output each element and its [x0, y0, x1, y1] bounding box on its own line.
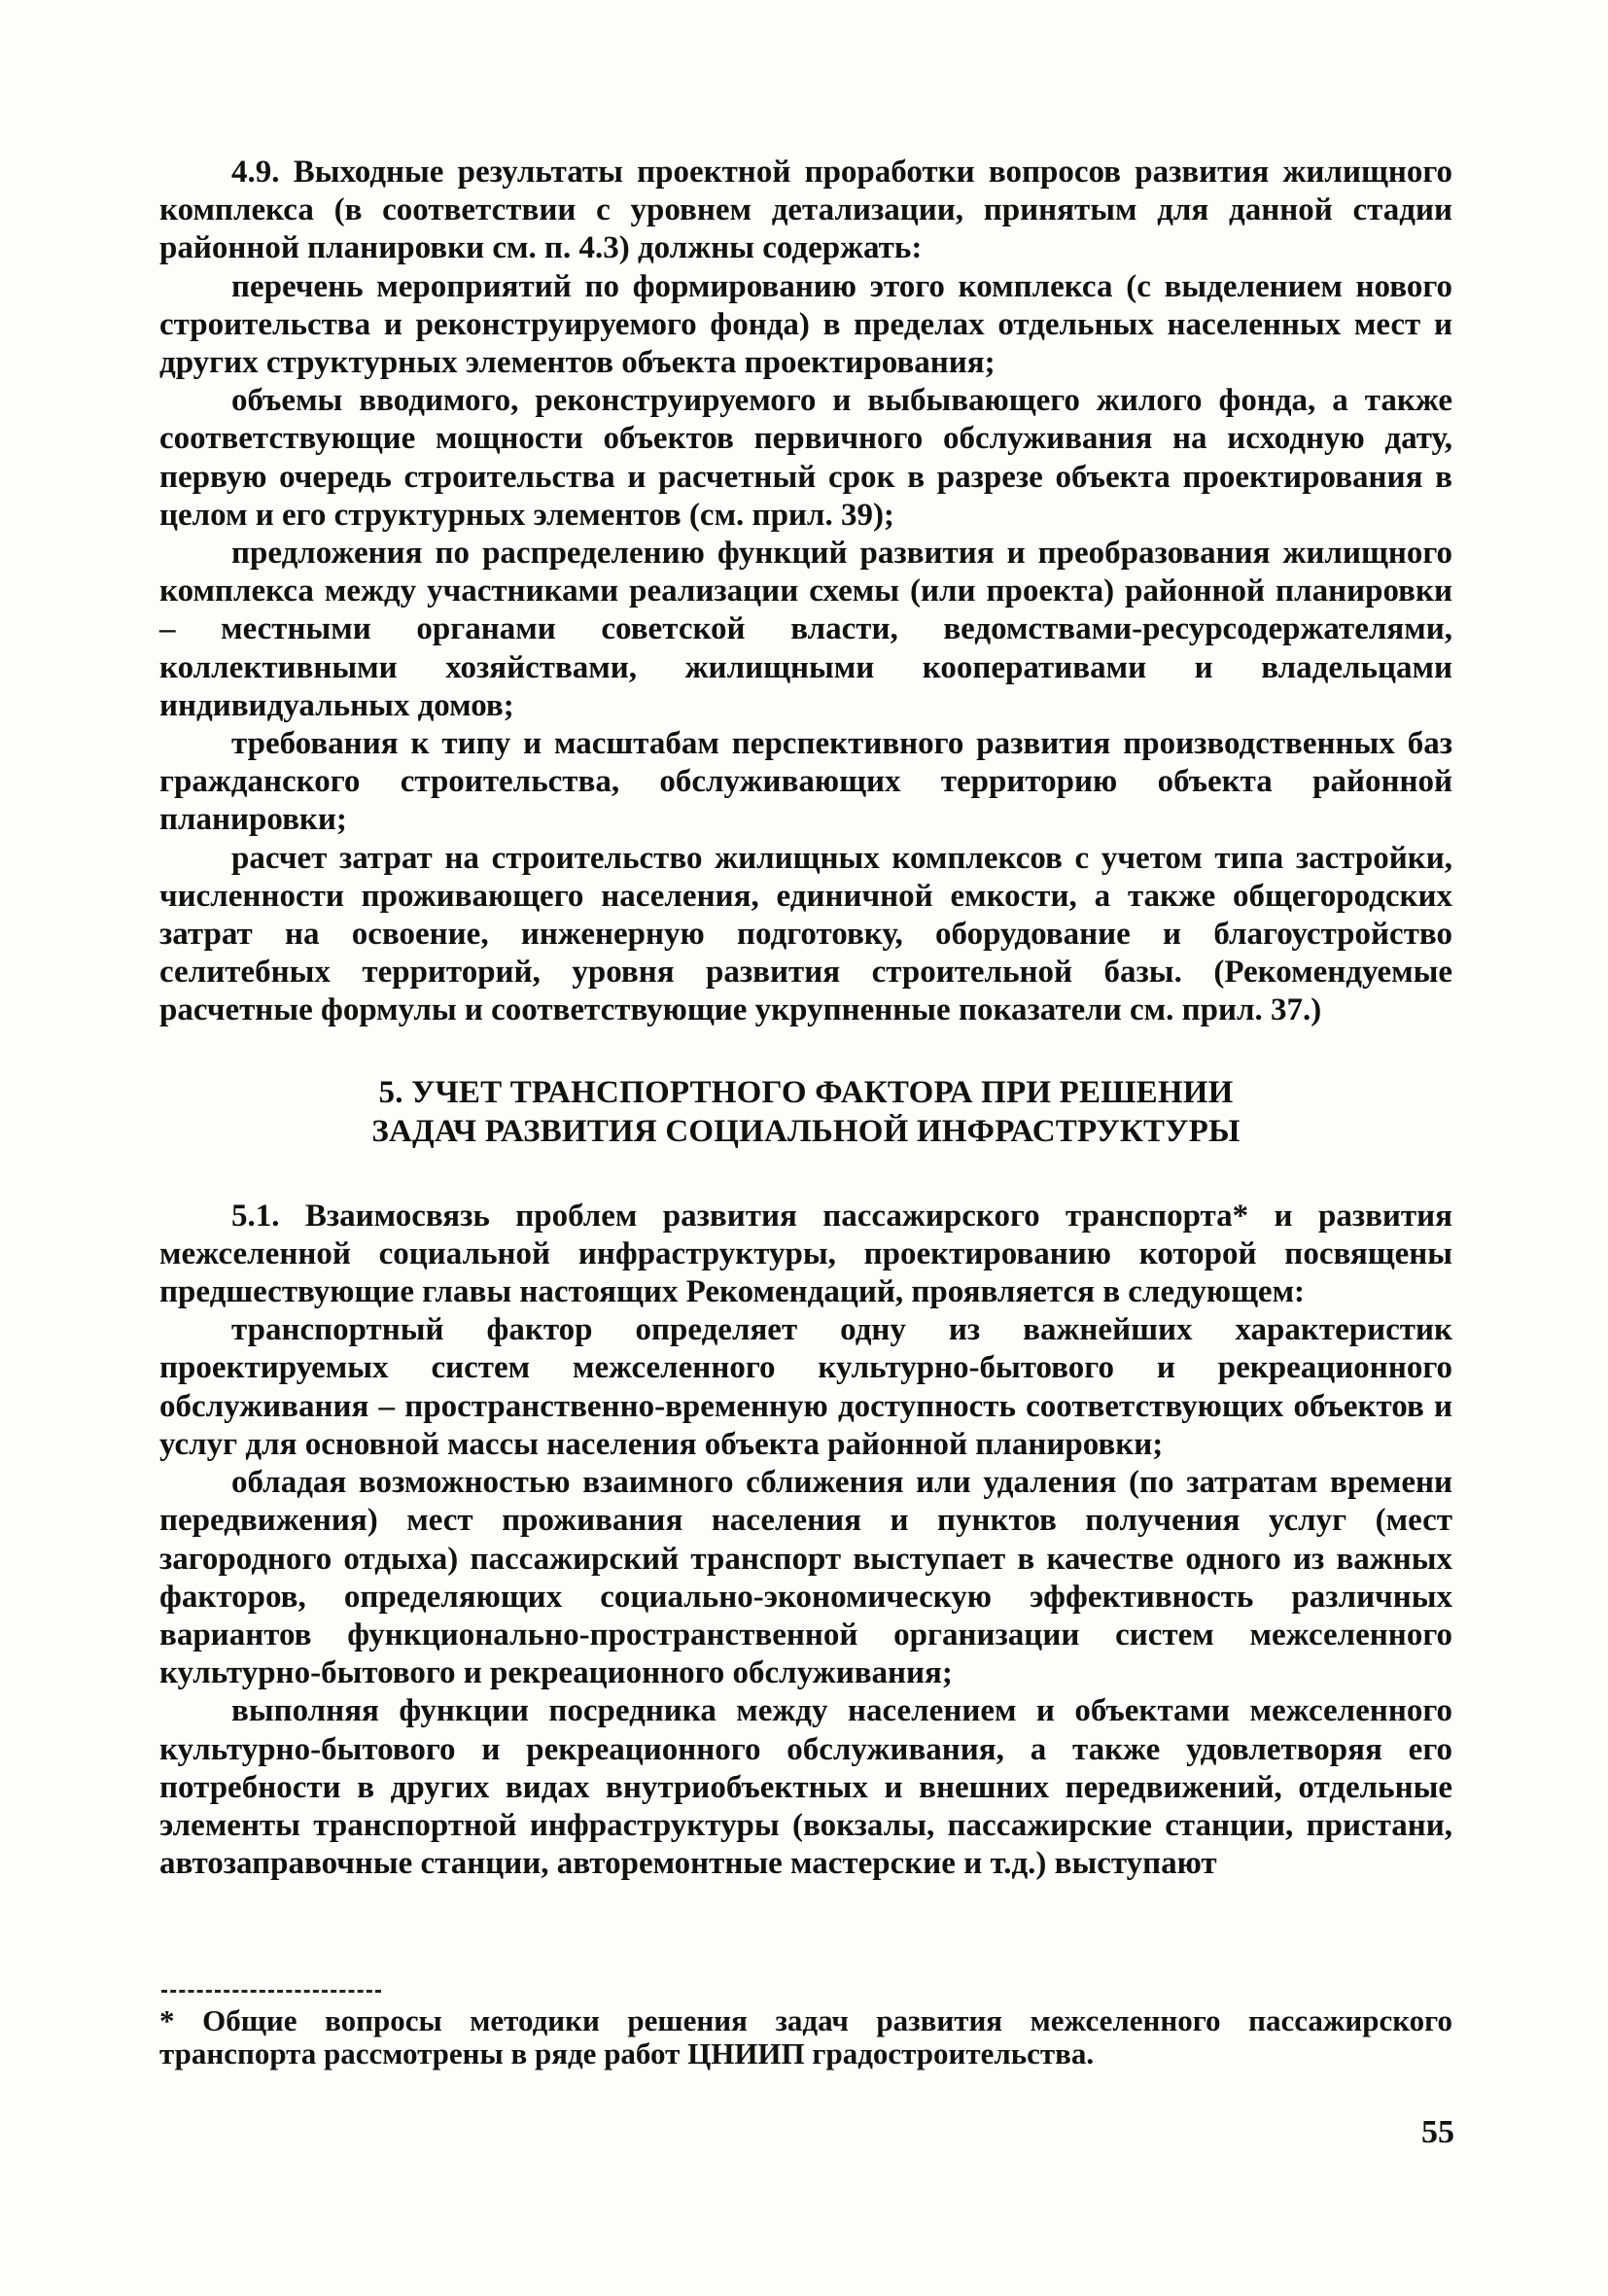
list-item-costs: расчет затрат на строительство жилищных комплексов с учетом типа застройки, численности проживающего населения, единичной емкости, а также общегородских затрат на освоение, инженерную подготовку, оборудование и благоустройство селитебных территорий, уровня развития строительной базы. (Рекомендуемые расчетные формулы и соответствующие укрупненные показатели см. прил. 37.)	[159, 840, 1452, 1028]
section-title-line-1: 5. УЧЕТ ТРАНСПОРТНОГО ФАКТОРА ПРИ РЕШЕНИИ	[378, 1074, 1234, 1110]
footnote-text: * Общие вопросы методики решения задач развития межселенного пассажирского транспорта рассмотрены в ряде работ ЦНИИП градостроительства.	[159, 2003, 1452, 2070]
list-item-intermediary: выполняя функции посредника между населением и объектами межселенного культурно-бытового и рекреационного обслуживания, а также удовлетворяя его потребности в других видах внутриобъектных и внешних передвижений, отдельные элементы транспортной инфраструктуры (вокзалы, пассажирские станции, пристани, автозаправочные станции, авторемонтные мастерские и т.д.) выступают	[159, 1693, 1452, 1882]
list-item-requirements: требования к типу и масштабам перспективного развития производственных баз гражданского строительства, обслуживающих территорию объекта районной планировки;	[159, 726, 1452, 838]
section-heading	[159, 1073, 1452, 1151]
list-item-volumes: объемы вводимого, реконструируемого и выбывающего жилого фонда, а также соответствующие мощности объектов первичного обслуживания на исходную дату, первую очередь строительства и расчетный срок в разрезе объекта проектирования в целом и его структурных элементов (см. прил. 39);	[159, 383, 1452, 533]
page-number: 55	[1421, 2114, 1454, 2150]
list-item-approach: обладая возможностью взаимного сближения или удаления (по затратам времени передвижения) мест проживания населения и пунктов получения услуг (мест загородного отдыха) пассажирский транспорт выступает в качестве одного из важных факторов, определяющих социально-экономическую эффективность различных вариантов функционально-пространственной организации систем межселенного культурно-бытового и рекреационного обслуживания;	[159, 1465, 1452, 1691]
list-item-proposals: предложения по распределению функций развития и преобразования жилищного комплекса между участниками реализации схемы (или проекта) районной планировки – местными органами советской власти, ведомствами-ресурсодержателями, коллективными хозяйствами, жилищными кооперативами и владельцами индивидуальных домов;	[159, 536, 1452, 723]
paragraph-4-9: 4.9. Выходные результаты проектной проработки вопросов развития жилищного комплекса (в соответствии с уровнем детализации, принятым для данной стадии районной планировки см. п. 4.3) должны содержать:	[159, 155, 1452, 266]
section-title-line-2: ЗАДАЧ РАЗВИТИЯ СОЦИАЛЬНОЙ ИНФРАСТРУКТУРЫ	[371, 1113, 1241, 1149]
list-item-measures: перечень мероприятий по формированию этого комплекса (с выделением нового строительства и реконструируемого фонда) в пределах отдельных населенных мест и других структурных элементов объекта проектирования;	[159, 268, 1452, 381]
paragraph-5-1: 5.1. Взаимосвязь проблем развития пассажирского транспорта* и развития межселенной социальной инфраструктуры, проектированию которой посвящены предшествующие главы настоящих Рекомендаций, проявляется в следующем:	[159, 1198, 1452, 1310]
body-text	[159, 154, 1452, 1883]
footnote-divider	[161, 1990, 381, 1993]
footnote	[159, 2004, 1452, 2070]
list-item-transport-factor: транспортный фактор определяет одну из важнейших характеристик проектируемых систем межселенного культурно-бытового и рекреационного обслуживания – пространственно-временную доступность соответствующих объектов и услуг для основной массы населения объекта районной планировки;	[159, 1312, 1452, 1462]
